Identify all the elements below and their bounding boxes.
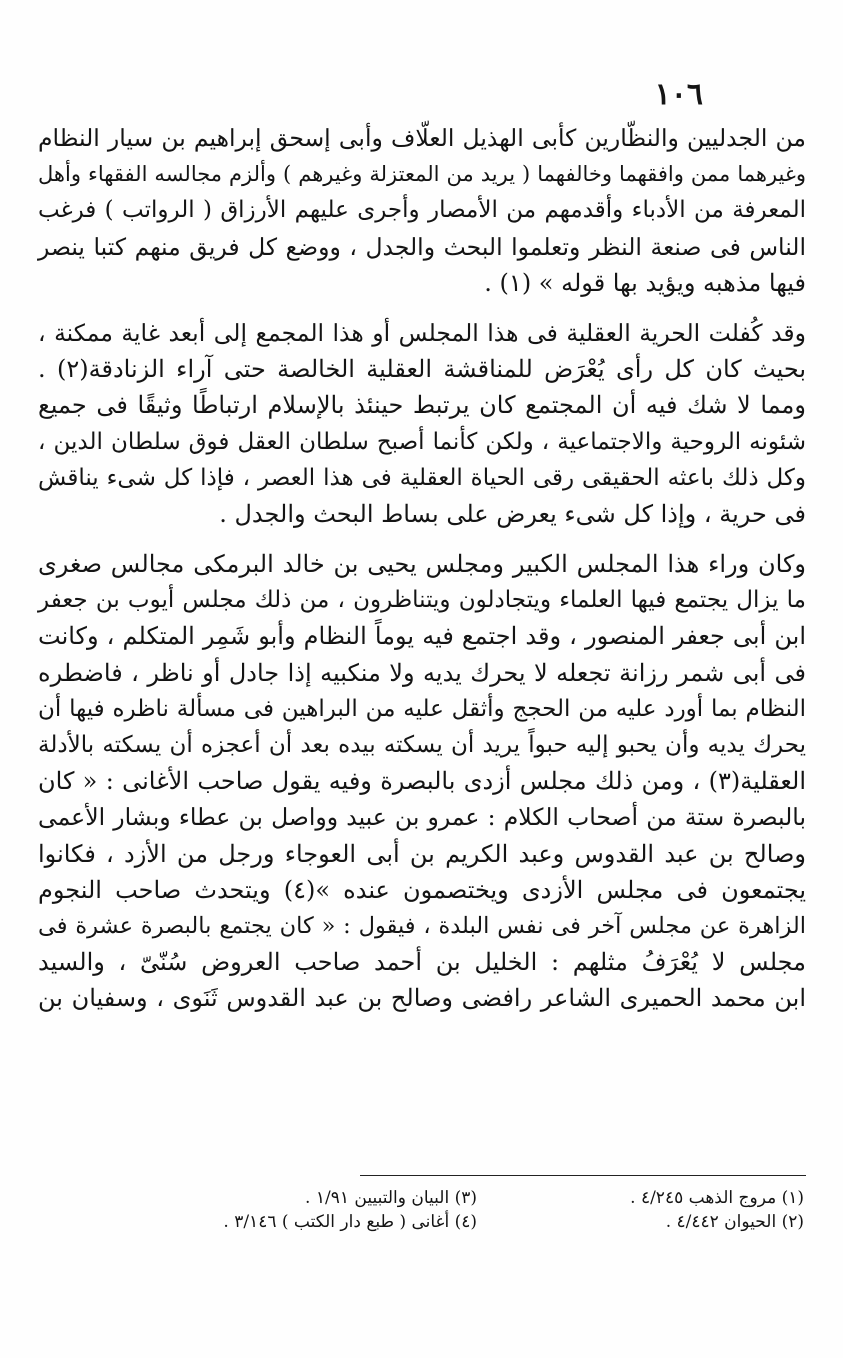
- text-line: يحرك يديه وأن يحبو إليه حبواً يريد أن يسكته بيده بعد أن أعجزه أن يسكته بالأدلة: [38, 732, 806, 758]
- text-line: الناس فى صنعة النظر وتعلموا البحث والجدل ، ووضع كل فريق منهم كتبا ينصر: [38, 232, 806, 261]
- footnote: (١) مروج الذهب ٤/٢٤٥ .: [630, 1188, 804, 1208]
- footnotes: [150, 1186, 804, 1234]
- text-line: الزاهرة عن مجلس آخر فى نفس البلدة ، فيقول : « كان يجتمع بالبصرة عشرة فى: [38, 912, 806, 939]
- text-line: وغيرهما ممن وافقهما وخالفهما ( يريد من المعتزلة وغيرهم ) وألزم مجالسه الفقهاء وأهل: [38, 162, 806, 187]
- text-line: المعرفة من الأدباء وأقدمهم من الأمصار وأجرى عليهم الأرزاق ( الرواتب ) فرغب: [38, 197, 806, 224]
- footnote: (٢) الحيوان ٤/٤٤٢ .: [665, 1212, 804, 1232]
- text-line: بحيث كان كل رأى يُعْرَض للمناقشة العقلية الخالصة حتى آراء الزنادقة(٢) .: [38, 355, 806, 384]
- text-line: العقلية(٣) ، ومن ذلك مجلس أزدى بالبصرة وفيه يقول صاحب الأغانى : « كان: [38, 767, 806, 796]
- footnote: (٣) البيان والتبيين ١/٩١ .: [305, 1188, 477, 1208]
- paragraph: [38, 120, 806, 301]
- text-line: يجتمعون فى مجلس الأزدى ويختصمون عنده »(٤) ويتحدث صاحب النجوم: [38, 875, 806, 904]
- footnote: (٤) أغانى ( طبع دار الكتب ) ٣/١٤٦ .: [223, 1212, 477, 1232]
- text-line: ابن محمد الحميرى الشاعر رافضى وصالح بن عبد القدوس ثَنَوى ، وسفيان بن: [38, 984, 806, 1013]
- paragraph: [38, 315, 806, 532]
- text-line: فيها مذهبه ويؤيد بها قوله » (١) .: [484, 268, 806, 297]
- text-line: وقد كُفلت الحرية العقلية فى هذا المجلس أو هذا المجمع إلى أبعد غاية ممكنة ،: [38, 318, 806, 347]
- text-line: ابن أبى جعفر المنصور ، وقد اجتمع فيه يوماً النظام وأبو شَمِر المتكلم ، وكانت: [38, 622, 806, 651]
- body-text: [38, 120, 806, 1017]
- text-line: شئونه الروحية والاجتماعية ، ولكن كأنما أصبح سلطان العقل فوق سلطان الدين ،: [38, 428, 806, 455]
- paragraph: [38, 546, 806, 1016]
- text-line: مجلس لا يُعْرَفُ مثلهم : الخليل بن أحمد صاحب العروض سُنّىّ ، والسيد: [38, 948, 806, 977]
- text-line: وكان وراء هذا المجلس الكبير ومجلس يحيى بن خالد البرمكى مجالس صغرى: [38, 550, 806, 579]
- footnote-separator: [360, 1175, 806, 1176]
- text-line: ما يزال يجتمع فيها العلماء ويتجادلون ويتناظرون ، من ذلك مجلس أيوب بن جعفر: [38, 587, 806, 614]
- text-line: وصالح بن عبد القدوس وعبد الكريم بن أبى العوجاء ورجل من الأزد ، فكانوا: [38, 839, 806, 868]
- text-line: النظام بما أورد عليه من الحجج وأثقل عليه من البراهين فى مسألة ناظره فيها أن: [38, 695, 806, 722]
- page-number: ١٠٦: [654, 77, 703, 112]
- text-line: ومما لا شك فيه أن المجتمع كان يرتبط حينئذ بالإسلام ارتباطًا وثيقًا فى جميع: [38, 391, 806, 420]
- text-line: فى حرية ، وإذا كل شىء يعرض على بساط البحث والجدل .: [219, 499, 806, 528]
- text-line: من الجدليين والنظّارين كأبى الهذيل العلّاف وأبى إسحق إبراهيم بن سيار النظام: [38, 124, 806, 152]
- text-line: وكل ذلك باعثه الحقيقى رقى الحياة العقلية فى هذا العصر ، فإذا كل شىء يناقش: [38, 464, 806, 491]
- text-line: بالبصرة ستة من أصحاب الكلام : عمرو بن عبيد وواصل بن عطاء وبشار الأعمى: [38, 803, 806, 832]
- text-line: فى أبى شمر رزانة تجعله لا يحرك يديه ولا منكبيه إذا جادل أو ناظر ، فاضطره: [38, 658, 807, 687]
